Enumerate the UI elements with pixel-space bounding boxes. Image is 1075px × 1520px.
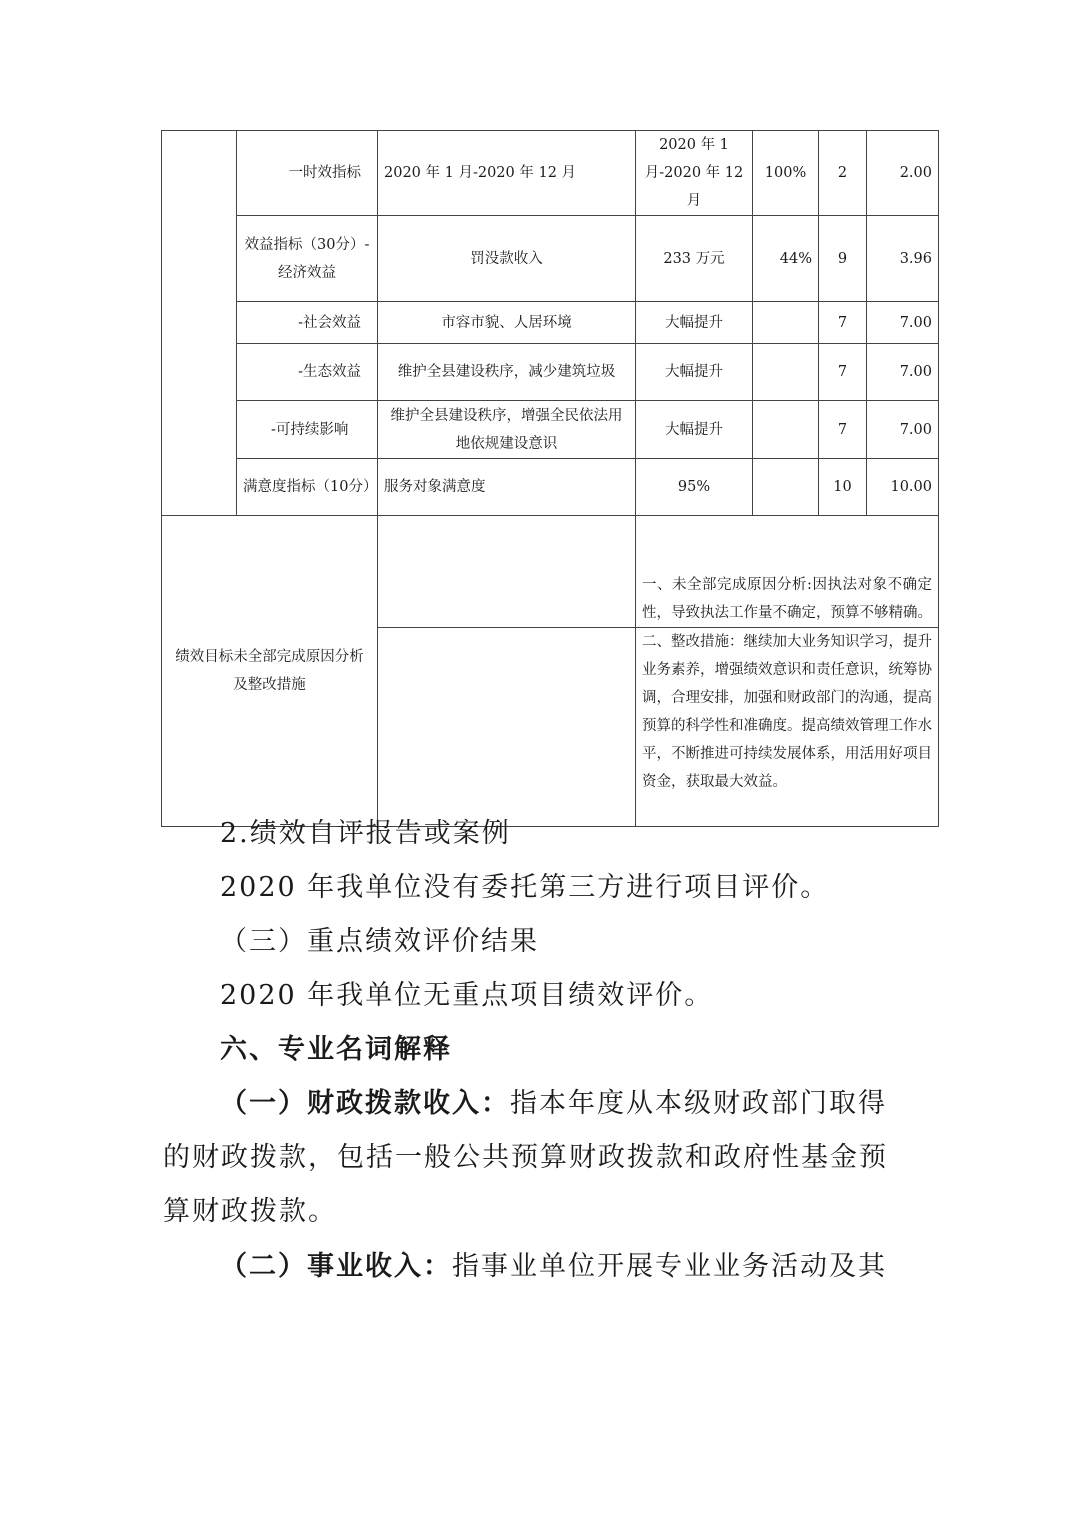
- section-heading-self-evaluation: 2.绩效自评报告或案例: [220, 818, 511, 849]
- table-row: [162, 516, 939, 628]
- term-definition: 指事业单位开展专业业务活动及其: [452, 1251, 887, 1282]
- term-definition: 指本年度从本级财政部门取得: [510, 1088, 887, 1119]
- section-heading-key-evaluation: （三）重点绩效评价结果: [220, 926, 539, 957]
- table-cell-blank: [378, 628, 636, 827]
- table-row: [162, 344, 939, 401]
- analysis-measures-cell: 二、整改措施：继续加大业务知识学习，提升业务素养，增强绩效意识和责任意识，统筹协调，合理安排，加强和财政部门的沟通，提高预算的科学性和准确度。提高绩效管理工作水平，不断推进可持续发展体系，用活用好项目资金，获取最大效益。: [636, 628, 939, 827]
- score-cell: 7.00: [867, 302, 939, 344]
- content-cell: 维护全县建设秩序，增强全民依法用地依规建设意识: [378, 401, 636, 459]
- indicator-cell: 一时效指标: [237, 131, 378, 216]
- target-cell: 2020 年 1 月-2020 年 12 月: [636, 131, 753, 216]
- glossary-continuation: 算财政拨款。: [163, 1196, 337, 1227]
- indicator-cell: -社会效益: [237, 302, 378, 344]
- score-cell: 7.00: [867, 401, 939, 459]
- target-cell: 大幅提升: [636, 344, 753, 401]
- term-label: （一）财政拨款收入：: [220, 1088, 510, 1119]
- table-row: [162, 401, 939, 459]
- table-cell-blank: [378, 516, 636, 628]
- content-cell: 市容市貌、人居环境: [378, 302, 636, 344]
- rate-cell: [753, 302, 819, 344]
- score-cell: 7.00: [867, 344, 939, 401]
- indicator-cell: 满意度指标（10分）: [237, 459, 378, 516]
- score-cell: 3.96: [867, 216, 939, 302]
- paragraph-no-key-project: 2020 年我单位无重点项目绩效评价。: [220, 980, 714, 1011]
- target-cell: 95%: [636, 459, 753, 516]
- content-cell: 服务对象满意度: [378, 459, 636, 516]
- target-cell: 大幅提升: [636, 302, 753, 344]
- rate-cell: 100%: [753, 131, 819, 216]
- score-cell: 10.00: [867, 459, 939, 516]
- weight-cell: 7: [819, 401, 867, 459]
- rate-cell: 44%: [753, 216, 819, 302]
- content-cell: 罚没款收入: [378, 216, 636, 302]
- rate-cell: [753, 401, 819, 459]
- content-cell: 2020 年 1 月-2020 年 12 月: [378, 131, 636, 216]
- table-row: [162, 302, 939, 344]
- section-heading-glossary: 六、专业名词解释: [220, 1034, 452, 1065]
- target-cell: 大幅提升: [636, 401, 753, 459]
- weight-cell: 9: [819, 216, 867, 302]
- performance-table: [161, 130, 939, 827]
- table-cell-blank: [162, 131, 237, 516]
- glossary-item-business: [220, 1240, 950, 1294]
- target-cell: 233 万元: [636, 216, 753, 302]
- glossary-item-fiscal: [220, 1077, 950, 1131]
- indicator-cell: 效益指标（30分）-经济效益: [237, 216, 378, 302]
- term-label: （二）事业收入：: [220, 1251, 452, 1282]
- content-cell: 维护全县建设秩序，减少建筑垃圾: [378, 344, 636, 401]
- indicator-cell: -可持续影响: [237, 401, 378, 459]
- weight-cell: 7: [819, 302, 867, 344]
- analysis-label-cell: 绩效目标未全部完成原因分析及整改措施: [162, 516, 378, 827]
- score-cell: 2.00: [867, 131, 939, 216]
- rate-cell: [753, 344, 819, 401]
- weight-cell: 2: [819, 131, 867, 216]
- table-row: [162, 216, 939, 302]
- table-row: [162, 459, 939, 516]
- glossary-continuation: 的财政拨款，包括一般公共预算财政拨款和政府性基金预: [163, 1142, 888, 1173]
- analysis-reason-cell: 一、未全部完成原因分析:因执法对象不确定性，导致执法工作量不确定，预算不够精确。: [636, 516, 939, 628]
- table-row: [162, 131, 939, 216]
- indicator-cell: -生态效益: [237, 344, 378, 401]
- weight-cell: 7: [819, 344, 867, 401]
- weight-cell: 10: [819, 459, 867, 516]
- rate-cell: [753, 459, 819, 516]
- paragraph-third-party: 2020 年我单位没有委托第三方进行项目评价。: [220, 872, 830, 903]
